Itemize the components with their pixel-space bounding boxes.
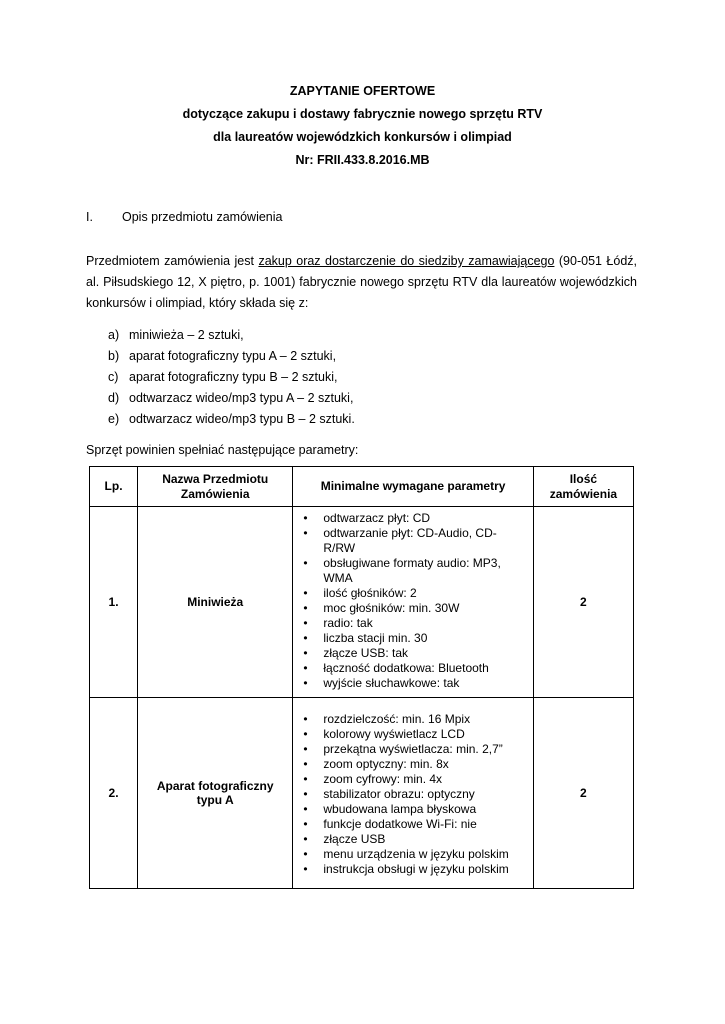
list-item bbox=[86, 325, 355, 346]
header-parameters: Minimalne wymagane parametry bbox=[293, 467, 533, 507]
list-item-letter: b) bbox=[108, 349, 120, 363]
document-subtitle-line1: dotyczące zakupu i dostawy fabrycznie nowego sprzętu RTV bbox=[182, 107, 543, 121]
parameters-intro: Sprzęt powinien spełniać następujące parametry: bbox=[86, 443, 359, 457]
parameter-item: • liczba stacji min. 30 bbox=[299, 631, 526, 646]
row-quantity: 2 bbox=[533, 698, 633, 889]
specification-table bbox=[89, 466, 634, 889]
parameter-item: • funkcje dodatkowe Wi-Fi: nie bbox=[299, 817, 526, 832]
section-title: Opis przedmiotu zamówienia bbox=[122, 210, 283, 224]
parameter-item: • ilość głośników: 2 bbox=[299, 586, 526, 601]
parameter-item: • złącze USB: tak bbox=[299, 646, 526, 661]
parameter-item: • rozdzielczość: min. 16 Mpix bbox=[299, 712, 526, 727]
list-item-letter: c) bbox=[108, 370, 119, 384]
list-item-letter: a) bbox=[108, 328, 120, 342]
document-title: ZAPYTANIE OFERTOWE bbox=[289, 84, 436, 98]
list-item bbox=[86, 388, 355, 409]
row-parameters bbox=[293, 507, 533, 698]
parameter-item: • menu urządzenia w języku polskim bbox=[299, 847, 526, 862]
parameter-list bbox=[293, 698, 532, 883]
intro-paragraph bbox=[86, 251, 637, 314]
row-item-name: Miniwieża bbox=[138, 507, 293, 698]
parameter-item: • radio: tak bbox=[299, 616, 526, 631]
section-heading bbox=[86, 210, 283, 224]
document-header bbox=[0, 80, 725, 172]
header-lp: Lp. bbox=[90, 467, 138, 507]
row-lp: 2. bbox=[90, 698, 138, 889]
parameter-item: • moc głośników: min. 30W bbox=[299, 601, 526, 616]
header-quantity: Ilość zamówienia bbox=[533, 467, 633, 507]
parameter-item: • obsługiwane formaty audio: MP3, WMA bbox=[299, 556, 526, 586]
intro-text-end: (90-051 Łódź, al. Piłsudskiego 12, X piętro, p. 1001) fabrycznie nowego sprzętu RTV dla laureatów wojewódzkich konkursów i olimpiad, który składa się z: bbox=[86, 254, 637, 310]
parameter-item: • stabilizator obrazu: optyczny bbox=[299, 787, 526, 802]
parameter-item: • odtwarzacz płyt: CD bbox=[299, 511, 526, 526]
intro-underlined-text: zakup oraz dostarczenie do siedziby zamawiającego bbox=[258, 254, 555, 268]
row-parameters bbox=[293, 698, 533, 889]
list-item bbox=[86, 409, 355, 430]
parameter-item: • instrukcja obsługi w języku polskim bbox=[299, 862, 526, 877]
row-item-name: Aparat fotograficzny typu A bbox=[138, 698, 293, 889]
table-header-row bbox=[90, 467, 634, 507]
parameter-item: • odtwarzanie płyt: CD-Audio, CD-R/RW bbox=[299, 526, 526, 556]
list-item bbox=[86, 367, 355, 388]
list-item-letter: e) bbox=[108, 412, 120, 426]
parameter-item: • zoom optyczny: min. 8x bbox=[299, 757, 526, 772]
parameter-item: • wbudowana lampa błyskowa bbox=[299, 802, 526, 817]
table-row bbox=[90, 698, 634, 889]
parameter-item: • zoom cyfrowy: min. 4x bbox=[299, 772, 526, 787]
row-quantity: 2 bbox=[533, 507, 633, 698]
intro-text-start: Przedmiotem zamówienia jest bbox=[86, 254, 259, 268]
section-number: I. bbox=[86, 210, 93, 224]
row-lp: 1. bbox=[90, 507, 138, 698]
order-items-list bbox=[86, 325, 355, 430]
parameter-item: • przekątna wyświetlacza: min. 2,7” bbox=[299, 742, 526, 757]
parameter-item: • wyjście słuchawkowe: tak bbox=[299, 676, 526, 691]
parameter-item: • złącze USB bbox=[299, 832, 526, 847]
document-reference-number: Nr: FRII.433.8.2016.MB bbox=[295, 153, 430, 167]
list-item-letter: d) bbox=[108, 391, 120, 405]
document-subtitle-line2: dla laureatów wojewódzkich konkursów i olimpiad bbox=[213, 130, 512, 144]
list-item-text: aparat fotograficzny typu A – 2 sztuki, bbox=[129, 349, 337, 363]
list-item-text: odtwarzacz wideo/mp3 typu A – 2 sztuki, bbox=[129, 391, 354, 405]
list-item-text: miniwieża – 2 sztuki, bbox=[129, 328, 244, 342]
list-item bbox=[86, 346, 355, 367]
parameter-list bbox=[293, 507, 532, 697]
table-row bbox=[90, 507, 634, 698]
parameter-item: • łączność dodatkowa: Bluetooth bbox=[299, 661, 526, 676]
header-item-name: Nazwa Przedmiotu Zamówienia bbox=[138, 467, 293, 507]
list-item-text: aparat fotograficzny typu B – 2 sztuki, bbox=[129, 370, 338, 384]
parameter-item: • kolorowy wyświetlacz LCD bbox=[299, 727, 526, 742]
list-item-text: odtwarzacz wideo/mp3 typu B – 2 sztuki. bbox=[129, 412, 355, 426]
